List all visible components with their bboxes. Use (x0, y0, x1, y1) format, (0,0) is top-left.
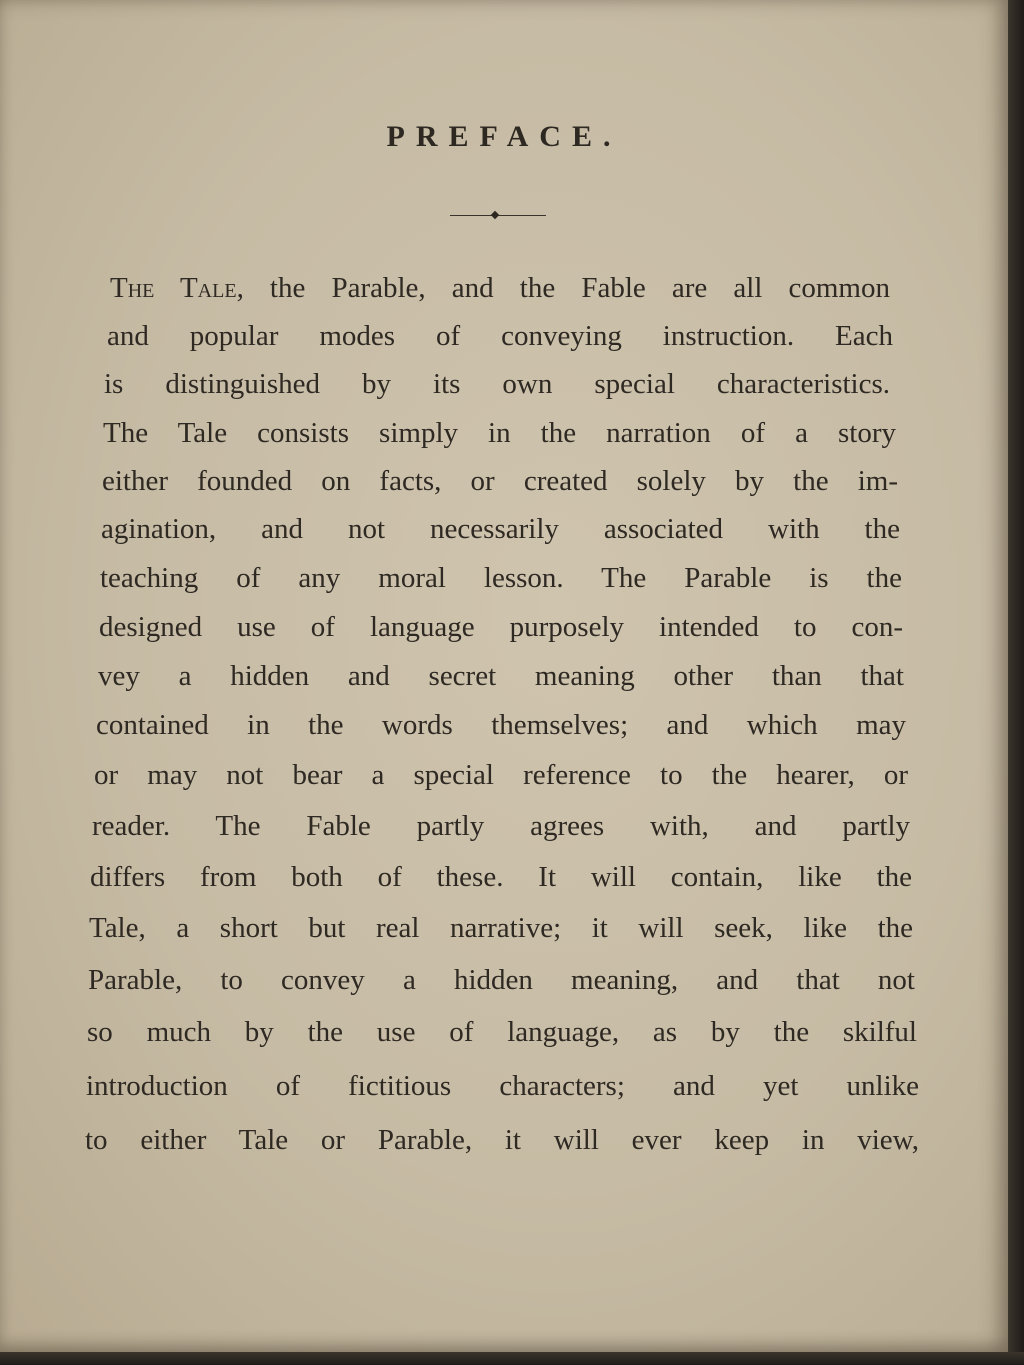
text-line: reader. The Fable partly agrees with, and partly (92, 810, 910, 842)
text-line: introduction of fictitious characters; and yet unlike (86, 1070, 919, 1102)
text-line: and popular modes of conveying instruction. Each (107, 320, 893, 352)
text-line: differs from both of these. It will contain, like the (90, 861, 912, 893)
text-line: The Tale, the Parable, and the Fable are all common (110, 272, 890, 304)
page-title: PREFACE. (386, 120, 622, 153)
text-line: contained in the words themselves; and which may (96, 709, 906, 741)
text-line: teaching of any moral lesson. The Parable is the (100, 562, 902, 594)
text-line: The Tale consists simply in the narration of a story (103, 417, 896, 449)
lead-small-caps: The Tale (110, 272, 237, 304)
text-line: to either Tale or Parable, it will ever keep in view, (85, 1124, 919, 1156)
text-line: Parable, to convey a hidden meaning, and that not (88, 964, 915, 996)
text-line: or may not bear a special reference to the hearer, or (94, 759, 908, 791)
text-line: agination, and not necessarily associated with the (101, 513, 900, 545)
text-line: so much by the use of language, as by the skilful (87, 1016, 917, 1048)
book-cover-edge-right (1008, 0, 1024, 1365)
text-line: designed use of language purposely intended to con- (99, 611, 903, 643)
text-line: Tale, a short but real narrative; it will seek, like the (89, 912, 913, 944)
text-line: either founded on facts, or created solely by the im- (102, 465, 898, 497)
book-cover-edge-bottom (0, 1352, 1024, 1365)
text-line: is distinguished by its own special characteristics. (104, 368, 890, 400)
text-line: vey a hidden and secret meaning other than that (98, 660, 904, 692)
